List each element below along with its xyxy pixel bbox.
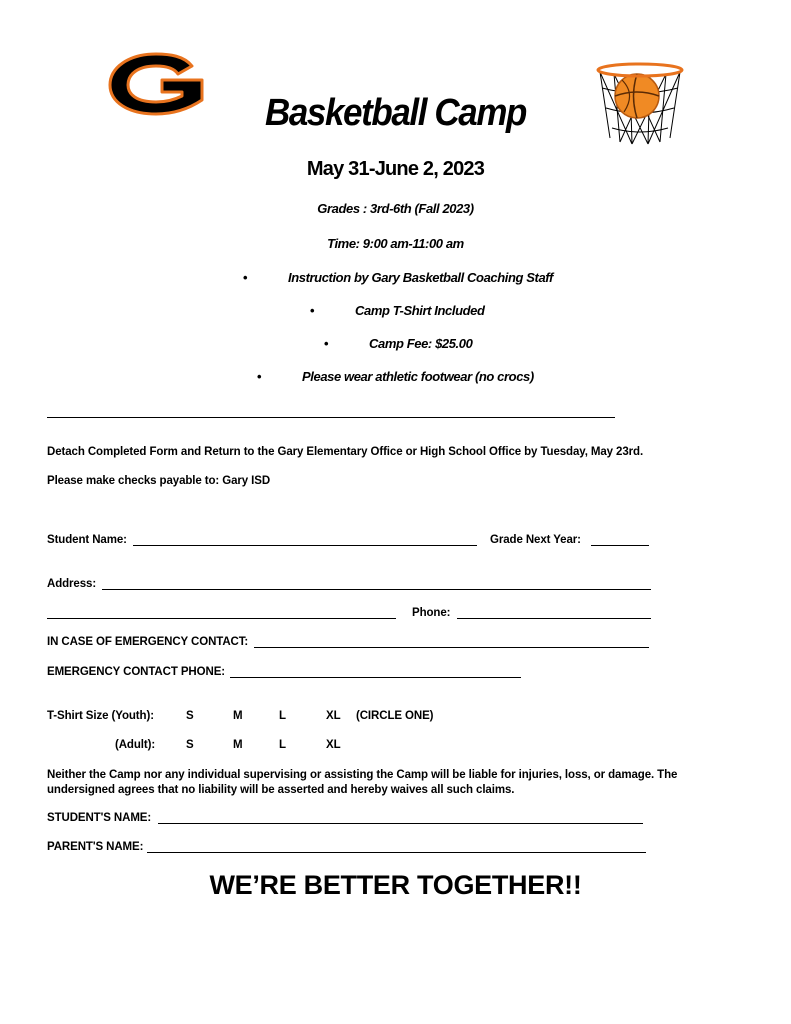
emergency-contact-label: IN CASE OF EMERGENCY CONTACT:	[47, 636, 249, 648]
bullet-item: • Camp Fee: $25.00	[324, 336, 473, 351]
size-adult-m[interactable]: M	[233, 739, 243, 751]
emergency-contact-field[interactable]	[254, 647, 649, 648]
slogan: WE’RE BETTER TOGETHER!!	[209, 870, 582, 900]
parents-name-label: PARENT'S NAME:	[47, 841, 144, 853]
phone-label: Phone:	[412, 607, 451, 619]
size-youth-l[interactable]: L	[279, 710, 286, 722]
student-name-label: Student Name:	[47, 534, 127, 546]
page-title: Basketball Camp	[264, 92, 527, 134]
address-label: Address:	[47, 578, 97, 590]
waiver-text: Neither the Camp nor any individual supervising or assisting the Camp will be liable for injuries, loss, or damage. The undersigned agrees that no liability will be asserted and hereby waives all such claims.	[47, 769, 678, 796]
students-name-label: STUDENT'S NAME:	[47, 812, 152, 824]
size-adult-s[interactable]: S	[186, 739, 194, 751]
bullet-item: • Camp T-Shirt Included	[310, 303, 485, 318]
tshirt-youth-label: T-Shirt Size (Youth):	[47, 710, 154, 722]
emergency-phone-label: EMERGENCY CONTACT PHONE:	[47, 666, 225, 678]
size-adult-xl[interactable]: XL	[326, 739, 341, 751]
bullet-item: • Instruction by Gary Basketball Coaching Staff	[243, 270, 553, 285]
student-name-field[interactable]	[133, 545, 477, 546]
size-adult-l[interactable]: L	[279, 739, 286, 751]
grade-next-year-field[interactable]	[591, 545, 649, 546]
tshirt-adult-label: (Adult):	[115, 739, 156, 751]
parents-name-field[interactable]	[147, 852, 646, 853]
phone-field[interactable]	[457, 618, 651, 619]
detach-line	[47, 417, 615, 418]
bullet-item: • Please wear athletic footwear (no crocs)	[257, 369, 534, 384]
time-info: Time: 9:00 am-11:00 am	[327, 236, 464, 251]
address-field-line2[interactable]	[47, 618, 396, 619]
size-youth-m[interactable]: M	[233, 710, 243, 722]
detach-note: Detach Completed Form and Return to the Gary Elementary Office or High School Office by Tuesday, May 23rd.	[47, 446, 644, 458]
checks-note: Please make checks payable to: Gary ISD	[47, 475, 271, 487]
students-name-field[interactable]	[158, 823, 643, 824]
size-youth-s[interactable]: S	[186, 710, 194, 722]
emergency-phone-field[interactable]	[230, 677, 521, 678]
grade-next-year-label: Grade Next Year:	[490, 534, 581, 546]
grades-info: Grades : 3rd-6th (Fall 2023)	[317, 201, 474, 216]
circle-one-note: (CIRCLE ONE)	[356, 710, 434, 722]
camp-dates: May 31-June 2, 2023	[306, 158, 485, 180]
address-field[interactable]	[102, 589, 651, 590]
size-youth-xl[interactable]: XL	[326, 710, 341, 722]
